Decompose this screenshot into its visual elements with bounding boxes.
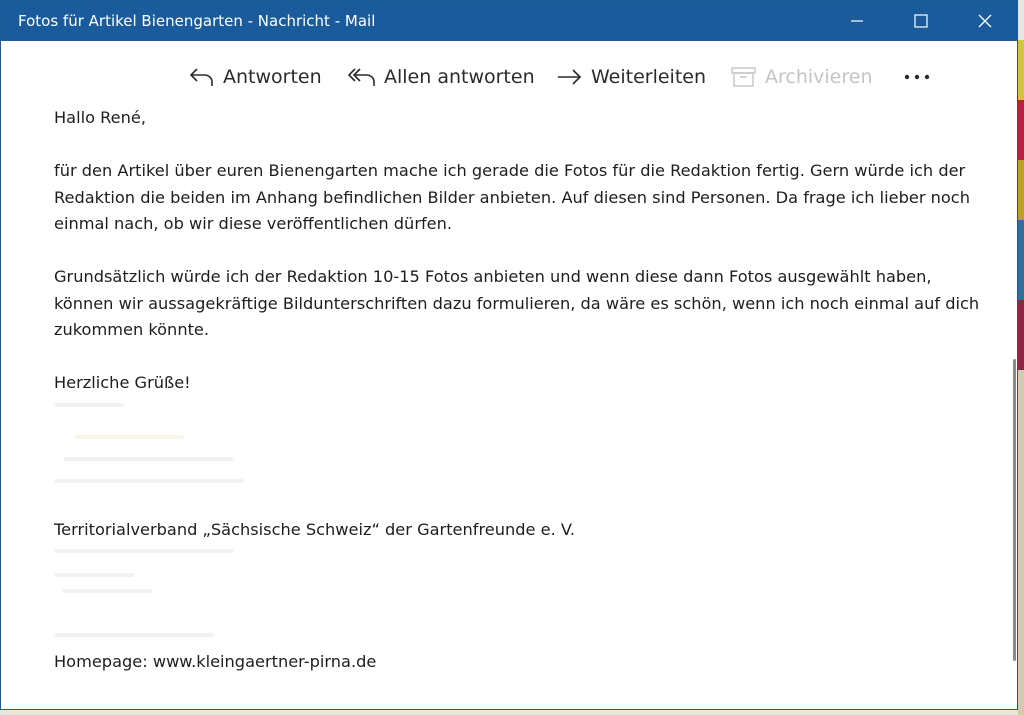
minimize-button[interactable] xyxy=(825,1,889,41)
redacted-text xyxy=(54,573,134,577)
reply-all-label: Allen antworten xyxy=(384,66,535,88)
reply-all-button[interactable] xyxy=(348,57,535,97)
close-button[interactable] xyxy=(953,1,1017,41)
redacted-text xyxy=(64,457,234,461)
redacted-text xyxy=(74,435,184,439)
redacted-signature-name xyxy=(54,397,984,517)
homepage-line: Homepage: www.kleingaertner-pirna.de xyxy=(54,652,377,671)
minimize-icon xyxy=(851,15,863,27)
forward-button[interactable] xyxy=(557,57,706,97)
reply-label: Antworten xyxy=(223,66,322,88)
body-paragraph-2: Grundsätzlich würde ich der Redaktion 10-15 Fotos anbieten und wenn diese dann Fotos ausgewählt haben, können wir aussagekräftige Bildunterschriften dazu formulieren, da wäre es schön, wenn ich noch einmal auf dich zukommen könnte. xyxy=(54,267,980,339)
more-horizontal-icon xyxy=(903,74,931,80)
maximize-icon xyxy=(914,14,928,28)
window-controls xyxy=(825,1,1017,41)
scrollbar-thumb[interactable] xyxy=(1013,359,1016,661)
desktop-background-edge xyxy=(1018,40,1024,715)
redacted-text xyxy=(54,403,124,407)
redacted-text xyxy=(54,633,214,637)
message-toolbar xyxy=(1,57,1017,97)
redacted-text xyxy=(54,479,244,483)
message-body xyxy=(54,105,984,676)
reply-all-icon xyxy=(348,66,376,88)
close-icon xyxy=(978,14,992,28)
maximize-button[interactable] xyxy=(889,1,953,41)
organization-line: Territorialverband „Sächsische Schweiz“ der Gartenfreunde e. V. xyxy=(54,519,575,539)
redacted-address-block xyxy=(54,543,984,649)
closing-line: Herzliche Grüße! xyxy=(54,373,191,392)
title-bar[interactable] xyxy=(1,1,1017,41)
reply-icon xyxy=(189,66,215,88)
body-paragraph-1: für den Artikel über euren Bienengarten mache ich gerade die Fotos für die Redaktion fertig. Gern würde ich der Redaktion die beiden im Anhang befindlichen Bilder anbieten. Auf diesen sind Personen. Da frage ich lieber noch einmal nach, ob wir diese veröffentlichen dürfen. xyxy=(54,161,970,233)
redacted-text xyxy=(54,549,234,553)
archive-box-icon xyxy=(731,66,757,88)
forward-arrow-icon xyxy=(557,66,583,88)
forward-label: Weiterleiten xyxy=(591,66,707,88)
redacted-text xyxy=(62,589,152,593)
greeting-line: Hallo René, xyxy=(54,108,146,127)
vertical-scrollbar[interactable] xyxy=(1011,41,1017,709)
window-title: Fotos für Artikel Bienengarten - Nachricht - Mail xyxy=(18,12,376,30)
archive-button[interactable] xyxy=(731,57,873,97)
archive-label: Archivieren xyxy=(765,66,873,88)
reply-button[interactable] xyxy=(189,57,322,97)
more-actions-button[interactable] xyxy=(897,57,937,97)
